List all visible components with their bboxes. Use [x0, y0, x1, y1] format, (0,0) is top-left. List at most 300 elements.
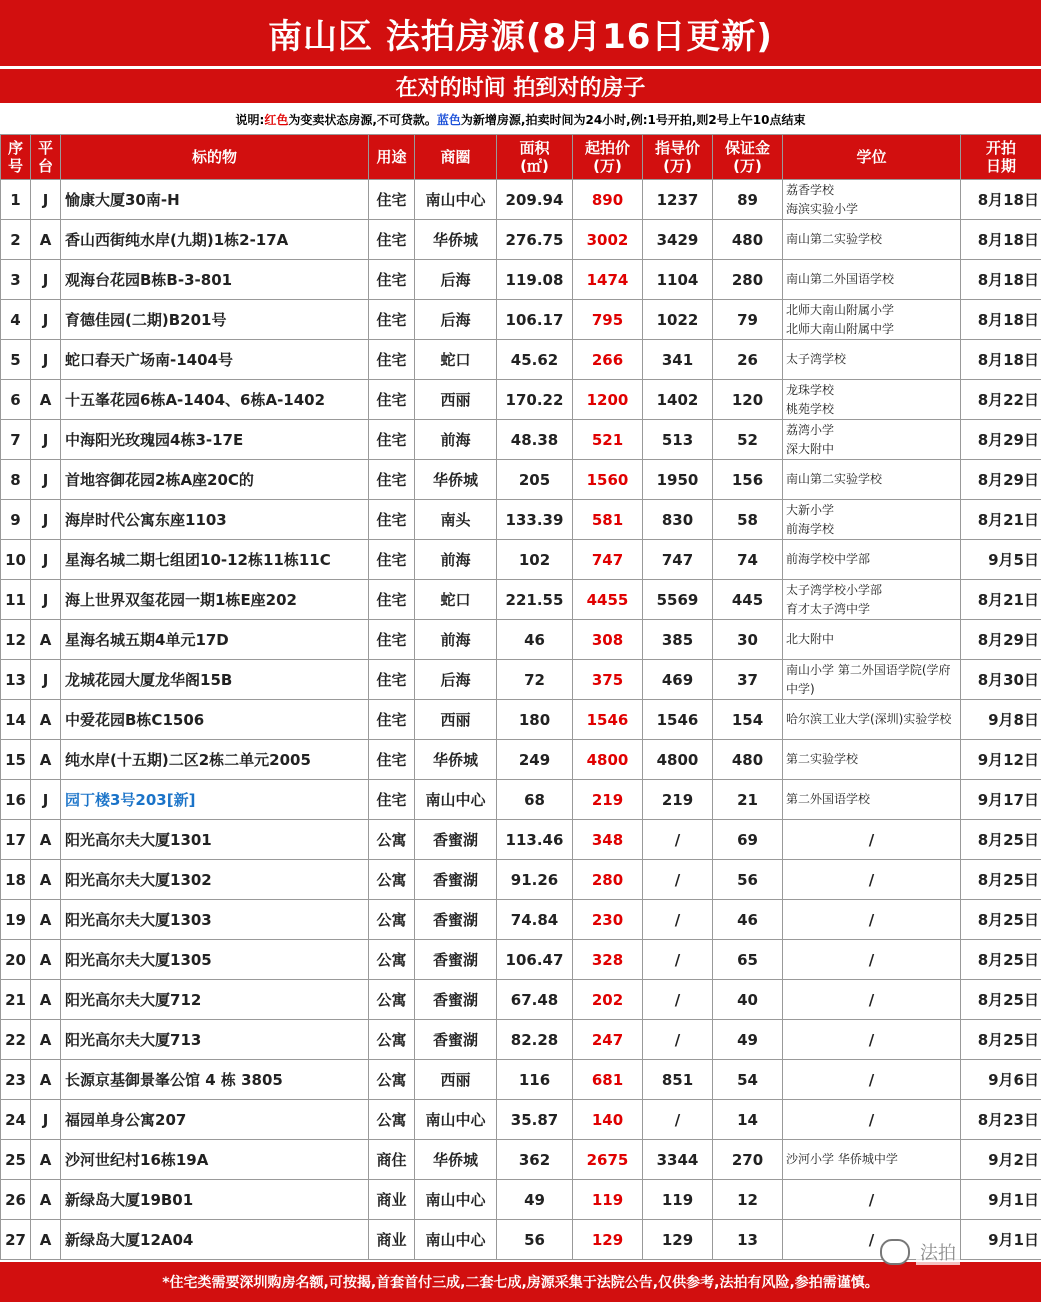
cell-size: 72 — [497, 660, 573, 700]
cell-date: 8月18日 — [961, 220, 1041, 260]
cell-date: 9月8日 — [961, 700, 1041, 740]
cell-date: 8月18日 — [961, 260, 1041, 300]
cell-name: 阳光高尔夫大厦713 — [61, 1020, 369, 1060]
cell-use: 住宅 — [369, 340, 415, 380]
cell-deposit: 21 — [713, 780, 783, 820]
cell-size: 209.94 — [497, 180, 573, 220]
cell-platform: J — [31, 340, 61, 380]
cell-name: 沙河世纪村16栋19A — [61, 1140, 369, 1180]
cell-no: 9 — [1, 500, 31, 540]
cell-size: 276.75 — [497, 220, 573, 260]
cell-area: 香蜜湖 — [415, 980, 497, 1020]
column-header: 标的物 — [61, 135, 369, 180]
cell-guide: / — [643, 1100, 713, 1140]
table-row — [1, 1100, 1041, 1140]
cell-platform: A — [31, 900, 61, 940]
cell-platform: A — [31, 700, 61, 740]
table-row — [1, 820, 1041, 860]
cell-use: 住宅 — [369, 540, 415, 580]
column-header: 平 台 — [31, 135, 61, 180]
cell-guide: 851 — [643, 1060, 713, 1100]
table-row — [1, 260, 1041, 300]
cell-platform: J — [31, 260, 61, 300]
cell-name: 香山西街纯水岸(九期)1栋2-17A — [61, 220, 369, 260]
cell-platform: A — [31, 620, 61, 660]
watermark-text: 法拍 — [916, 1239, 960, 1265]
cell-deposit: 49 — [713, 1020, 783, 1060]
table-row — [1, 900, 1041, 940]
cell-name: 龙城花园大厦龙华阁15B — [61, 660, 369, 700]
cell-deposit: 40 — [713, 980, 783, 1020]
table-row — [1, 660, 1041, 700]
cell-use: 住宅 — [369, 460, 415, 500]
cell-deposit: 120 — [713, 380, 783, 420]
cell-size: 205 — [497, 460, 573, 500]
wechat-icon — [880, 1239, 910, 1265]
cell-no: 4 — [1, 300, 31, 340]
cell-start: 140 — [573, 1100, 643, 1140]
cell-start: 521 — [573, 420, 643, 460]
cell-use: 公寓 — [369, 940, 415, 980]
cell-start: 1546 — [573, 700, 643, 740]
table-row — [1, 860, 1041, 900]
cell-deposit: 30 — [713, 620, 783, 660]
cell-size: 48.38 — [497, 420, 573, 460]
cell-guide: / — [643, 820, 713, 860]
cell-use: 住宅 — [369, 740, 415, 780]
cell-school: 荔香学校 海滨实验小学 — [783, 180, 961, 220]
cell-area: 香蜜湖 — [415, 820, 497, 860]
cell-platform: J — [31, 420, 61, 460]
cell-deposit: 26 — [713, 340, 783, 380]
cell-date: 8月29日 — [961, 420, 1041, 460]
legend-note — [0, 103, 1041, 135]
cell-use: 公寓 — [369, 900, 415, 940]
cell-area: 南山中心 — [415, 1100, 497, 1140]
cell-school: 前海学校中学部 — [783, 540, 961, 580]
cell-guide: 1950 — [643, 460, 713, 500]
cell-date: 8月22日 — [961, 380, 1041, 420]
cell-name: 园丁楼3号203[新] — [61, 780, 369, 820]
cell-use: 公寓 — [369, 1060, 415, 1100]
cell-deposit: 89 — [713, 180, 783, 220]
table-row — [1, 620, 1041, 660]
table-row — [1, 500, 1041, 540]
cell-size: 106.47 — [497, 940, 573, 980]
cell-start: 119 — [573, 1180, 643, 1220]
cell-use: 住宅 — [369, 660, 415, 700]
cell-date: 8月29日 — [961, 460, 1041, 500]
cell-date: 8月25日 — [961, 860, 1041, 900]
cell-school: 南山第二实验学校 — [783, 460, 961, 500]
cell-date: 8月23日 — [961, 1100, 1041, 1140]
cell-date: 8月29日 — [961, 620, 1041, 660]
cell-start: 129 — [573, 1220, 643, 1260]
table-row — [1, 340, 1041, 380]
cell-size: 113.46 — [497, 820, 573, 860]
table-row — [1, 300, 1041, 340]
cell-name: 星海名城五期4单元17D — [61, 620, 369, 660]
table-row — [1, 420, 1041, 460]
cell-school: / — [783, 1020, 961, 1060]
column-header: 起拍价 (万) — [573, 135, 643, 180]
cell-no: 8 — [1, 460, 31, 500]
cell-size: 91.26 — [497, 860, 573, 900]
cell-area: 香蜜湖 — [415, 860, 497, 900]
cell-platform: A — [31, 980, 61, 1020]
table-row — [1, 540, 1041, 580]
cell-date: 9月2日 — [961, 1140, 1041, 1180]
cell-school: 龙珠学校 桃苑学校 — [783, 380, 961, 420]
cell-no: 12 — [1, 620, 31, 660]
cell-start: 280 — [573, 860, 643, 900]
table-row — [1, 740, 1041, 780]
cell-guide: 1237 — [643, 180, 713, 220]
cell-name: 纯水岸(十五期)二区2栋二单元2005 — [61, 740, 369, 780]
cell-use: 住宅 — [369, 300, 415, 340]
cell-no: 13 — [1, 660, 31, 700]
cell-no: 26 — [1, 1180, 31, 1220]
cell-platform: A — [31, 940, 61, 980]
cell-deposit: 270 — [713, 1140, 783, 1180]
cell-start: 3002 — [573, 220, 643, 260]
cell-guide: 1104 — [643, 260, 713, 300]
cell-deposit: 58 — [713, 500, 783, 540]
cell-school: 南山第二外国语学校 — [783, 260, 961, 300]
cell-start: 1474 — [573, 260, 643, 300]
column-header: 用途 — [369, 135, 415, 180]
cell-platform: A — [31, 380, 61, 420]
cell-school: / — [783, 980, 961, 1020]
cell-guide: 341 — [643, 340, 713, 380]
cell-deposit: 54 — [713, 1060, 783, 1100]
cell-area: 华侨城 — [415, 220, 497, 260]
listing-table — [0, 134, 1041, 1260]
column-header: 保证金 (万) — [713, 135, 783, 180]
cell-name: 蛇口春天广场南-1404号 — [61, 340, 369, 380]
cell-name: 中海阳光玫瑰园4栋3-17E — [61, 420, 369, 460]
cell-use: 住宅 — [369, 420, 415, 460]
cell-guide: 513 — [643, 420, 713, 460]
cell-no: 25 — [1, 1140, 31, 1180]
cell-deposit: 12 — [713, 1180, 783, 1220]
cell-use: 住宅 — [369, 580, 415, 620]
cell-use: 住宅 — [369, 380, 415, 420]
cell-deposit: 65 — [713, 940, 783, 980]
table-row — [1, 780, 1041, 820]
cell-name: 观海台花园B栋B-3-801 — [61, 260, 369, 300]
cell-school: 南山小学 第二外国语学院(学府中学) — [783, 660, 961, 700]
cell-use: 住宅 — [369, 620, 415, 660]
column-header: 商圈 — [415, 135, 497, 180]
cell-area: 华侨城 — [415, 740, 497, 780]
cell-deposit: 69 — [713, 820, 783, 860]
cell-platform: A — [31, 1060, 61, 1100]
cell-start: 202 — [573, 980, 643, 1020]
cell-platform: J — [31, 780, 61, 820]
cell-no: 3 — [1, 260, 31, 300]
cell-no: 22 — [1, 1020, 31, 1060]
cell-deposit: 37 — [713, 660, 783, 700]
cell-school: / — [783, 900, 961, 940]
cell-start: 890 — [573, 180, 643, 220]
cell-area: 蛇口 — [415, 340, 497, 380]
cell-size: 68 — [497, 780, 573, 820]
column-header: 学位 — [783, 135, 961, 180]
cell-use: 住宅 — [369, 700, 415, 740]
cell-no: 15 — [1, 740, 31, 780]
cell-area: 香蜜湖 — [415, 940, 497, 980]
cell-no: 23 — [1, 1060, 31, 1100]
cell-guide: 5569 — [643, 580, 713, 620]
cell-platform: J — [31, 500, 61, 540]
table-row — [1, 1020, 1041, 1060]
table-row — [1, 700, 1041, 740]
cell-school: 荔湾小学 深大附中 — [783, 420, 961, 460]
note-red-word: 红色 — [264, 112, 289, 127]
table-row — [1, 380, 1041, 420]
cell-school: 第二外国语学校 — [783, 780, 961, 820]
table-row — [1, 1140, 1041, 1180]
table-row — [1, 940, 1041, 980]
cell-guide: 747 — [643, 540, 713, 580]
cell-name: 新绿岛大厦19B01 — [61, 1180, 369, 1220]
cell-deposit: 46 — [713, 900, 783, 940]
cell-size: 170.22 — [497, 380, 573, 420]
cell-start: 4455 — [573, 580, 643, 620]
table-row — [1, 460, 1041, 500]
cell-area: 西丽 — [415, 380, 497, 420]
cell-start: 328 — [573, 940, 643, 980]
cell-size: 133.39 — [497, 500, 573, 540]
cell-no: 21 — [1, 980, 31, 1020]
note-blue-text: 为新增房源,拍卖时间为24小时,例:1号开拍,则2号上午10点结束 — [460, 112, 806, 127]
table-row — [1, 980, 1041, 1020]
cell-area: 蛇口 — [415, 580, 497, 620]
cell-use: 商业 — [369, 1180, 415, 1220]
footer-disclaimer: *住宅类需要深圳购房名额,可按揭,首套首付三成,二套七成,房源采集于法院公告,仅供参考,法拍有风险,参拍需谨慎。 — [0, 1262, 1041, 1302]
cell-no: 17 — [1, 820, 31, 860]
cell-school: 北师大南山附属小学 北师大南山附属中学 — [783, 300, 961, 340]
cell-area: 后海 — [415, 260, 497, 300]
cell-start: 219 — [573, 780, 643, 820]
cell-school: / — [783, 1100, 961, 1140]
cell-platform: A — [31, 1140, 61, 1180]
cell-start: 247 — [573, 1020, 643, 1060]
cell-date: 8月18日 — [961, 180, 1041, 220]
column-header: 序 号 — [1, 135, 31, 180]
cell-deposit: 56 — [713, 860, 783, 900]
cell-deposit: 79 — [713, 300, 783, 340]
cell-school: / — [783, 1180, 961, 1220]
cell-deposit: 14 — [713, 1100, 783, 1140]
cell-date: 8月25日 — [961, 820, 1041, 860]
page-subtitle: 在对的时间 拍到对的房子 — [0, 67, 1041, 103]
cell-school: / — [783, 1220, 961, 1260]
cell-start: 375 — [573, 660, 643, 700]
cell-platform: J — [31, 460, 61, 500]
cell-use: 住宅 — [369, 780, 415, 820]
cell-school: / — [783, 1060, 961, 1100]
cell-name: 星海名城二期七组团10-12栋11栋11C — [61, 540, 369, 580]
cell-start: 795 — [573, 300, 643, 340]
cell-use: 住宅 — [369, 260, 415, 300]
cell-area: 西丽 — [415, 1060, 497, 1100]
table-row — [1, 1060, 1041, 1100]
page-title: 南山区 法拍房源(8月16日更新) — [0, 0, 1041, 66]
cell-date: 8月25日 — [961, 900, 1041, 940]
cell-guide: 219 — [643, 780, 713, 820]
cell-name: 愉康大厦30南-H — [61, 180, 369, 220]
cell-area: 南山中心 — [415, 180, 497, 220]
cell-no: 24 — [1, 1100, 31, 1140]
table-row — [1, 1180, 1041, 1220]
cell-date: 9月1日 — [961, 1180, 1041, 1220]
column-header: 面积 (㎡) — [497, 135, 573, 180]
cell-date: 8月18日 — [961, 340, 1041, 380]
cell-guide: 1546 — [643, 700, 713, 740]
cell-deposit: 52 — [713, 420, 783, 460]
cell-size: 180 — [497, 700, 573, 740]
cell-size: 116 — [497, 1060, 573, 1100]
cell-guide: 1022 — [643, 300, 713, 340]
cell-use: 公寓 — [369, 1020, 415, 1060]
cell-name: 阳光高尔夫大厦1301 — [61, 820, 369, 860]
cell-name: 福园单身公寓207 — [61, 1100, 369, 1140]
table-body — [1, 180, 1041, 1260]
cell-date: 9月5日 — [961, 540, 1041, 580]
cell-guide: / — [643, 860, 713, 900]
cell-start: 308 — [573, 620, 643, 660]
cell-size: 362 — [497, 1140, 573, 1180]
cell-deposit: 480 — [713, 220, 783, 260]
cell-platform: A — [31, 860, 61, 900]
cell-guide: / — [643, 980, 713, 1020]
note-blue-word: 蓝色 — [436, 112, 461, 127]
cell-guide: 129 — [643, 1220, 713, 1260]
cell-size: 67.48 — [497, 980, 573, 1020]
cell-guide: 469 — [643, 660, 713, 700]
cell-no: 6 — [1, 380, 31, 420]
cell-platform: J — [31, 300, 61, 340]
cell-start: 747 — [573, 540, 643, 580]
cell-area: 华侨城 — [415, 460, 497, 500]
cell-area: 西丽 — [415, 700, 497, 740]
cell-size: 119.08 — [497, 260, 573, 300]
cell-start: 581 — [573, 500, 643, 540]
cell-use: 住宅 — [369, 500, 415, 540]
cell-no: 27 — [1, 1220, 31, 1260]
cell-start: 266 — [573, 340, 643, 380]
cell-use: 公寓 — [369, 980, 415, 1020]
cell-platform: A — [31, 1180, 61, 1220]
column-header: 开拍 日期 — [961, 135, 1041, 180]
note-prefix: 说明: — [235, 112, 265, 127]
cell-deposit: 74 — [713, 540, 783, 580]
cell-size: 46 — [497, 620, 573, 660]
cell-size: 74.84 — [497, 900, 573, 940]
cell-name: 中爱花园B栋C1506 — [61, 700, 369, 740]
cell-start: 1200 — [573, 380, 643, 420]
cell-platform: J — [31, 580, 61, 620]
cell-deposit: 480 — [713, 740, 783, 780]
cell-use: 商住 — [369, 1140, 415, 1180]
note-red-text: 为变卖状态房源,不可贷款。 — [288, 112, 437, 127]
cell-name: 新绿岛大厦12A04 — [61, 1220, 369, 1260]
cell-guide: 3344 — [643, 1140, 713, 1180]
cell-guide: 3429 — [643, 220, 713, 260]
cell-guide: 4800 — [643, 740, 713, 780]
cell-date: 8月21日 — [961, 500, 1041, 540]
cell-guide: 1402 — [643, 380, 713, 420]
cell-school: / — [783, 820, 961, 860]
cell-school: 北大附中 — [783, 620, 961, 660]
cell-name: 海岸时代公寓东座1103 — [61, 500, 369, 540]
cell-school: / — [783, 940, 961, 980]
cell-platform: A — [31, 1220, 61, 1260]
cell-start: 681 — [573, 1060, 643, 1100]
cell-no: 16 — [1, 780, 31, 820]
cell-no: 18 — [1, 860, 31, 900]
cell-name: 长源京基御景峯公馆 4 栋 3805 — [61, 1060, 369, 1100]
cell-area: 南山中心 — [415, 1180, 497, 1220]
cell-date: 8月21日 — [961, 580, 1041, 620]
watermark — [880, 1235, 1030, 1269]
cell-name: 首地容御花园2栋A座20C的 — [61, 460, 369, 500]
cell-use: 住宅 — [369, 180, 415, 220]
cell-no: 20 — [1, 940, 31, 980]
cell-name: 阳光高尔夫大厦1302 — [61, 860, 369, 900]
cell-size: 49 — [497, 1180, 573, 1220]
cell-area: 南山中心 — [415, 1220, 497, 1260]
cell-school: 太子湾学校 — [783, 340, 961, 380]
cell-size: 82.28 — [497, 1020, 573, 1060]
cell-deposit: 445 — [713, 580, 783, 620]
cell-name: 十五峯花园6栋A-1404、6栋A-1402 — [61, 380, 369, 420]
cell-area: 后海 — [415, 660, 497, 700]
cell-date: 9月6日 — [961, 1060, 1041, 1100]
cell-guide: / — [643, 900, 713, 940]
cell-start: 4800 — [573, 740, 643, 780]
cell-platform: J — [31, 180, 61, 220]
cell-date: 9月12日 — [961, 740, 1041, 780]
cell-no: 19 — [1, 900, 31, 940]
column-header: 指导价 (万) — [643, 135, 713, 180]
table-header-row — [1, 135, 1041, 180]
cell-platform: A — [31, 220, 61, 260]
cell-guide: / — [643, 940, 713, 980]
cell-size: 249 — [497, 740, 573, 780]
cell-guide: / — [643, 1020, 713, 1060]
cell-school: 南山第二实验学校 — [783, 220, 961, 260]
cell-start: 348 — [573, 820, 643, 860]
cell-deposit: 280 — [713, 260, 783, 300]
cell-date: 9月17日 — [961, 780, 1041, 820]
cell-no: 7 — [1, 420, 31, 460]
cell-use: 公寓 — [369, 820, 415, 860]
cell-use: 住宅 — [369, 220, 415, 260]
cell-start: 1560 — [573, 460, 643, 500]
cell-platform: A — [31, 820, 61, 860]
cell-no: 2 — [1, 220, 31, 260]
cell-deposit: 154 — [713, 700, 783, 740]
cell-name: 阳光高尔夫大厦1303 — [61, 900, 369, 940]
cell-school: 沙河小学 华侨城中学 — [783, 1140, 961, 1180]
cell-date: 8月25日 — [961, 980, 1041, 1020]
cell-size: 56 — [497, 1220, 573, 1260]
cell-start: 230 — [573, 900, 643, 940]
cell-date: 8月30日 — [961, 660, 1041, 700]
